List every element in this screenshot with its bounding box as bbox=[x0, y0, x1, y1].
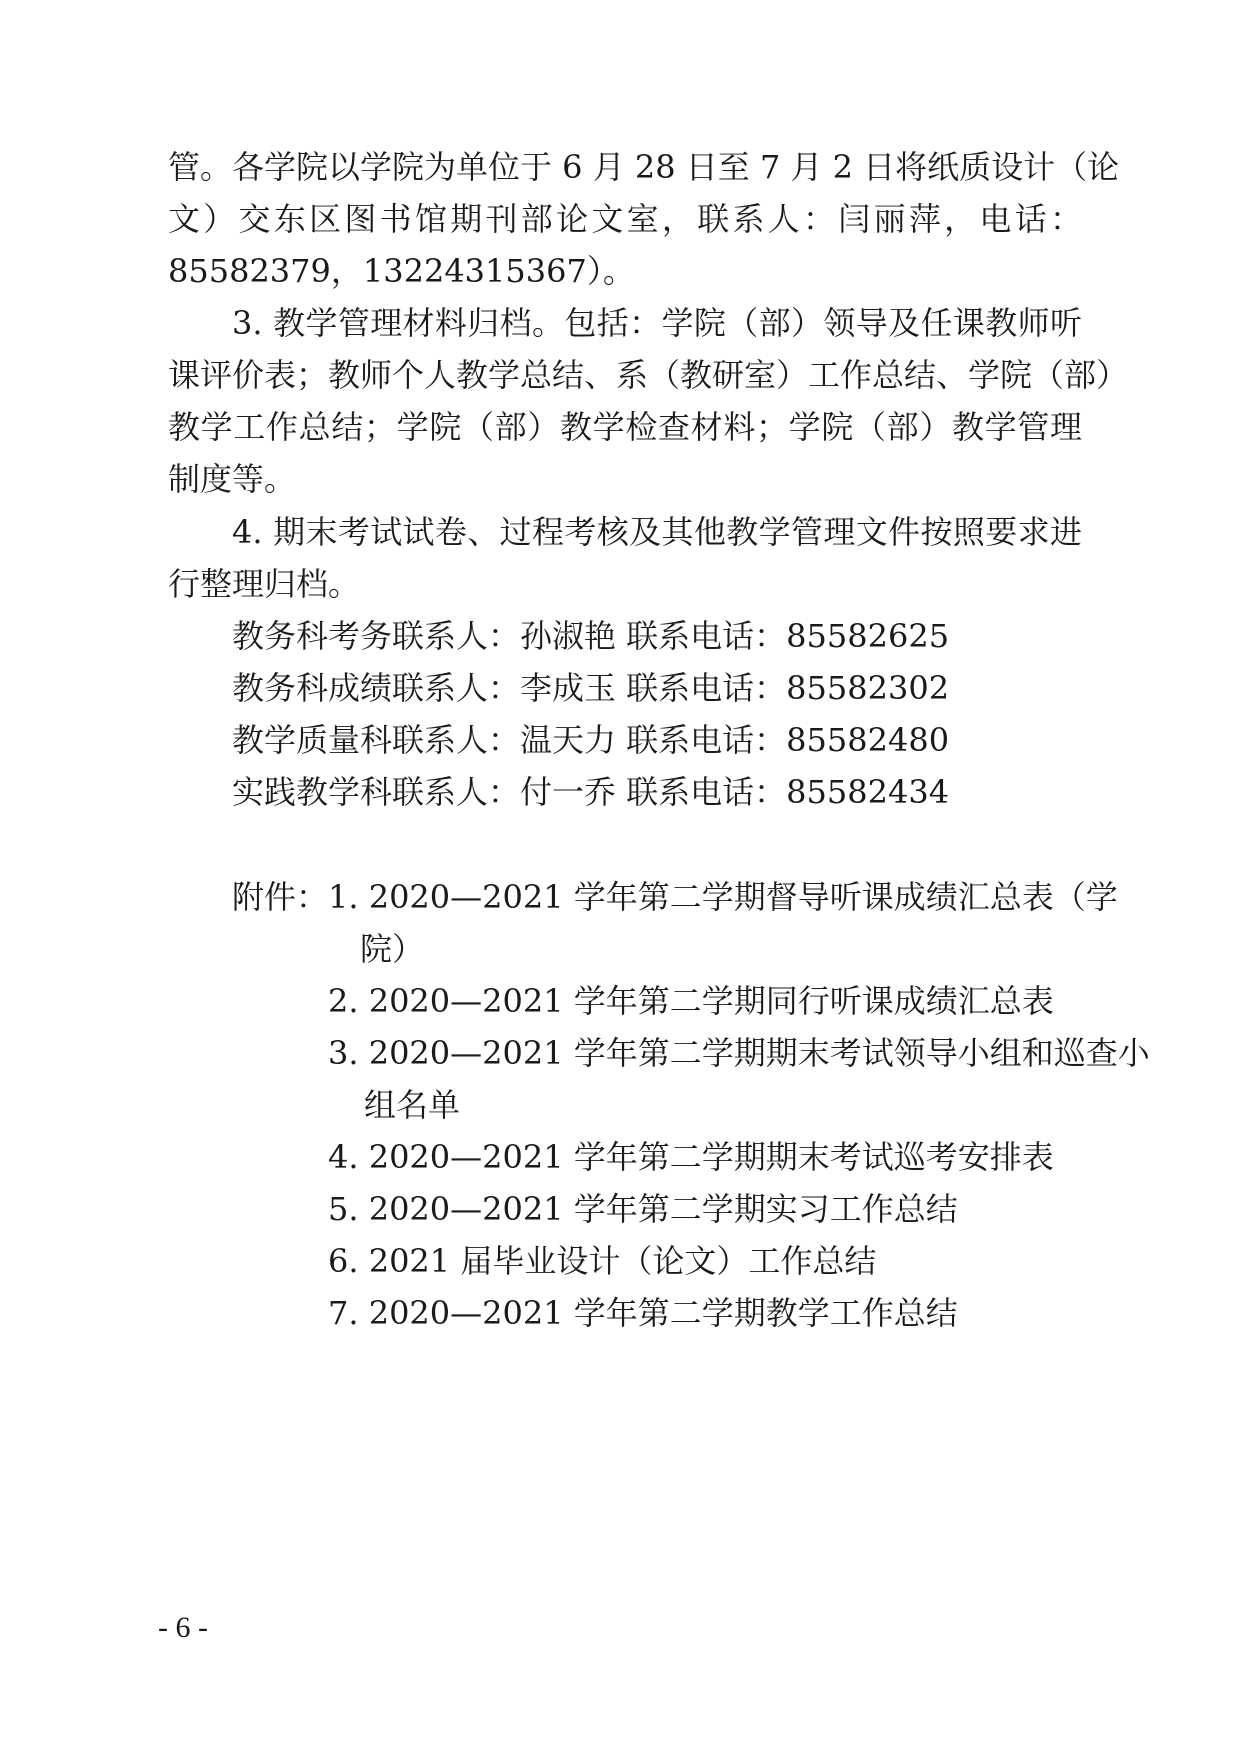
body-line: 行整理归档。 bbox=[168, 565, 361, 603]
attachment-item: 7. 2020—2021 学年第二学期教学工作总结 bbox=[328, 1294, 958, 1332]
attachment-item: 5. 2020—2021 学年第二学期实习工作总结 bbox=[328, 1190, 958, 1228]
body-line: 85582379，13224315367）。 bbox=[168, 252, 635, 290]
attachment-item: 6. 2021 届毕业设计（论文）工作总结 bbox=[328, 1242, 877, 1280]
body-line: 教学工作总结；学院（部）教学检查材料；学院（部）教学管理 bbox=[168, 408, 1082, 446]
contact-line: 实践教学科联系人：付一乔 联系电话：85582434 bbox=[232, 773, 950, 811]
attachment-item-continuation: 组名单 bbox=[364, 1086, 461, 1124]
page-number: - 6 - bbox=[158, 1611, 208, 1644]
attachment-item: 附件：1. 2020—2021 学年第二学期督导听课成绩汇总表（学 bbox=[232, 878, 1118, 916]
body-line: 3. 教学管理材料归档。包括：学院（部）领导及任课教师听 bbox=[232, 304, 1082, 342]
attachment-item: 2. 2020—2021 学年第二学期同行听课成绩汇总表 bbox=[328, 982, 1054, 1020]
body-line: 制度等。 bbox=[168, 460, 297, 498]
attachment-item: 4. 2020—2021 学年第二学期期末考试巡考安排表 bbox=[328, 1138, 1054, 1176]
contact-line: 教务科考务联系人：孙淑艳 联系电话：85582625 bbox=[232, 617, 950, 655]
attachment-item: 3. 2020—2021 学年第二学期期末考试领导小组和巡查小 bbox=[328, 1034, 1150, 1072]
attachment-item-continuation: 院） bbox=[360, 930, 425, 968]
body-line: 文）交东区图书馆期刊部论文室，联系人：闫丽萍，电话： bbox=[168, 200, 1082, 238]
body-line: 课评价表；教师个人教学总结、系（教研室）工作总结、学院（部） bbox=[168, 356, 1129, 394]
contact-line: 教务科成绩联系人：李成玉 联系电话：85582302 bbox=[232, 669, 950, 707]
contact-line: 教学质量科联系人：温天力 联系电话：85582480 bbox=[232, 721, 950, 759]
body-line: 4. 期末考试试卷、过程考核及其他教学管理文件按照要求进 bbox=[232, 513, 1082, 551]
body-line: 管。各学院以学院为单位于 6 月 28 日至 7 月 2 日将纸质设计（论 bbox=[168, 148, 1120, 186]
